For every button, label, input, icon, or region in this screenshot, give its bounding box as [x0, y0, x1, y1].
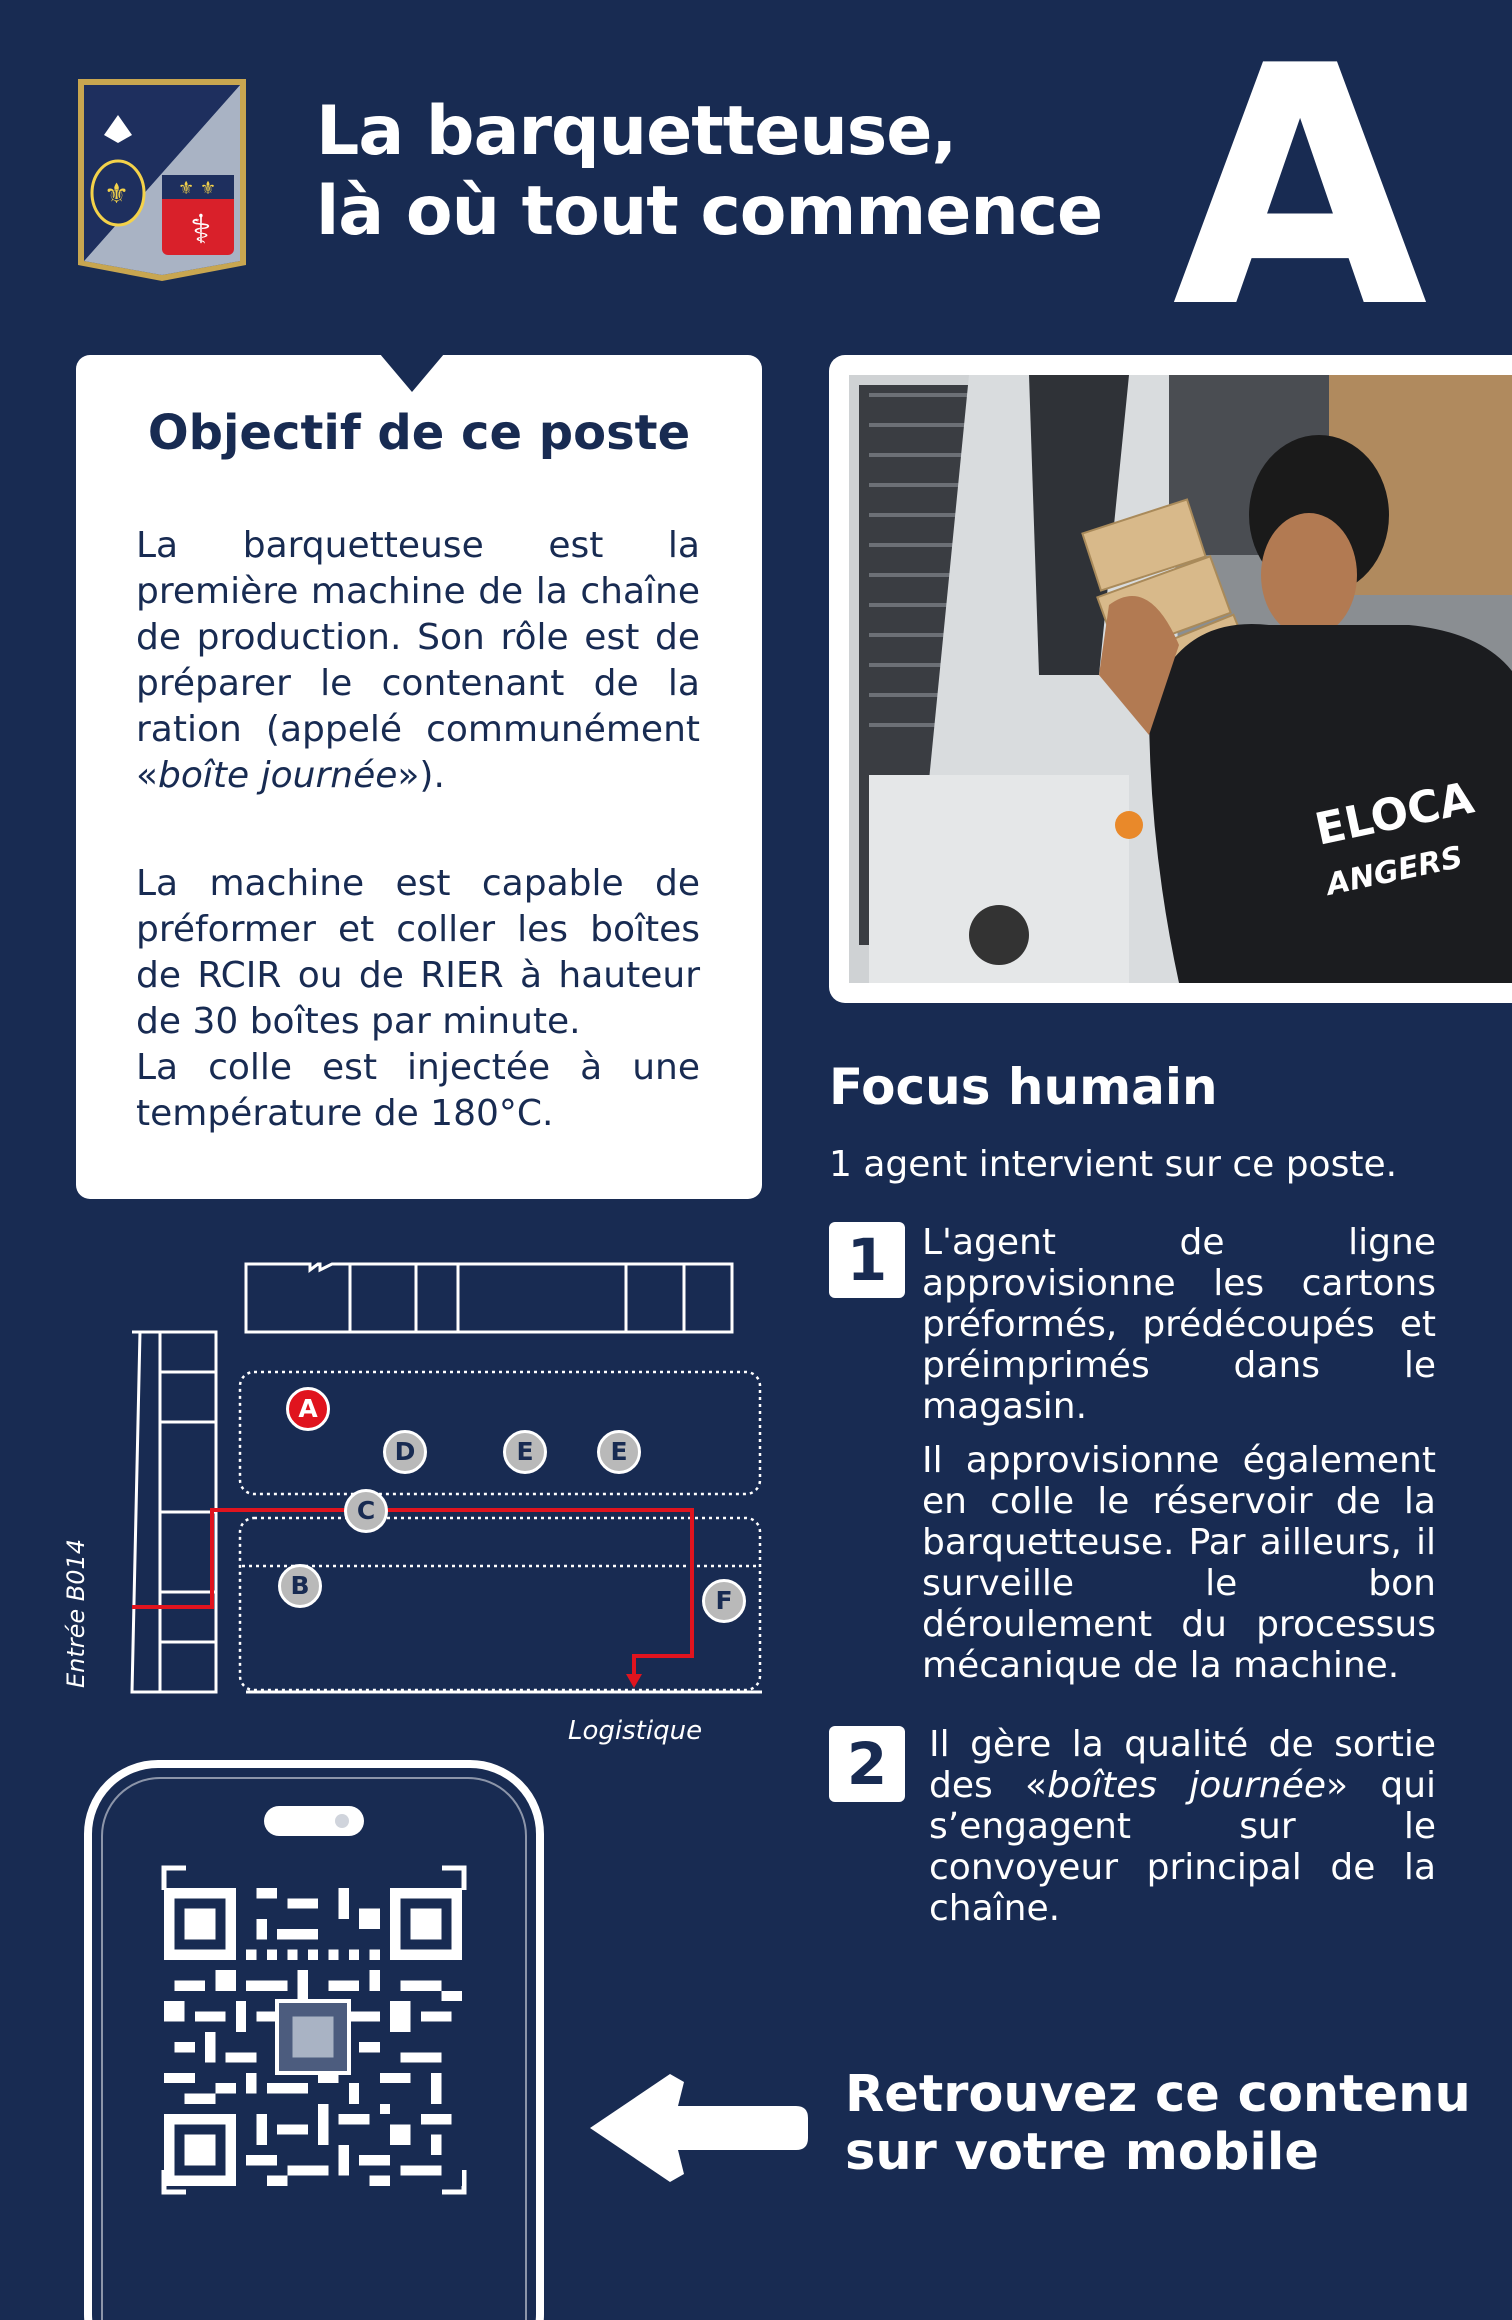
- objective-p1-text: La barquetteuse est la première machine de la chaîne de production. Son rôle est de préparer le contenant de la ration (appelé communément «: [136, 525, 700, 796]
- card-notch: [380, 354, 444, 392]
- objective-card: [76, 355, 762, 1199]
- shirt-text-1: ELOCA: [1310, 772, 1479, 856]
- step-2-emphasis: boîtes journée: [1047, 1765, 1327, 1806]
- map-pin-e-2: E: [597, 1430, 641, 1474]
- step-2-pre: Il gère la qualité de sortie des «: [929, 1724, 1436, 1806]
- objective-paragraph-3: La colle est injectée à une température de 180°C.: [136, 1047, 700, 1134]
- cta-line-2: sur votre mobile: [845, 2123, 1319, 2182]
- focus-title: Focus humain: [829, 1058, 1218, 1116]
- map-logistique-label: Logistique: [568, 1716, 703, 1746]
- objective-paragraph-1: [136, 523, 700, 799]
- cta-line-1: Retrouvez ce contenu: [845, 2065, 1471, 2124]
- title-line-1: La barquetteuse,: [316, 92, 957, 171]
- step-2-text: [929, 1724, 1436, 1929]
- map-pin-e-1: E: [503, 1430, 547, 1474]
- step-2-badge: 2: [829, 1726, 905, 1802]
- map-pin-a-current: A: [286, 1387, 330, 1431]
- title-line-2: là où tout commence: [316, 172, 1103, 251]
- map-pin-c: C: [344, 1489, 388, 1533]
- focus-subtitle: 1 agent intervient sur ce poste.: [829, 1144, 1398, 1185]
- floor-plan-map: [70, 1262, 770, 1752]
- map-pin-d: D: [383, 1430, 427, 1474]
- machine-operator-photo: [849, 375, 1512, 983]
- map-entree-label: Entrée B014: [62, 1538, 90, 1688]
- crest-icon: [74, 75, 250, 285]
- station-letter-text: A: [1172, 40, 1428, 320]
- svg-text:⚕: ⚕: [190, 207, 212, 253]
- mobile-cta: [845, 2066, 1471, 2182]
- objective-title: Objectif de ce poste: [147, 405, 691, 461]
- station-letter: [1150, 40, 1450, 320]
- step-1-text: L'agent de ligne approvisionne les cartons préformés, prédécoupés et préimprimés dans le magasin.: [922, 1222, 1436, 1427]
- objective-p1-end: »).: [397, 755, 445, 796]
- objective-paragraph-2: La machine est capable de préformer et coller les boîtes de RCIR ou de RIER à hauteur de 30 boîtes par minute.: [136, 863, 700, 1042]
- shirt-text-2: ANGERS: [1323, 839, 1466, 903]
- step-1-text-2: Il approvisionne également en colle le réservoir de la barquetteuse. Par ailleurs, il surveille le bon déroulement du processus mécanique de la machine.: [922, 1440, 1436, 1686]
- qr-code-icon[interactable]: [164, 1888, 462, 2186]
- left-arrow-icon: [586, 2070, 812, 2186]
- step-2-post: » qui s’engagent sur le convoyeur principal de la chaîne.: [929, 1765, 1437, 1929]
- map-pin-b: B: [278, 1564, 322, 1608]
- objective-p1-emphasis: boîte journée: [158, 755, 398, 796]
- page-title: [316, 92, 1102, 252]
- step-1-badge: 1: [829, 1222, 905, 1298]
- svg-text:⚜ ⚜: ⚜ ⚜: [178, 178, 216, 199]
- map-pin-f: F: [702, 1579, 746, 1623]
- svg-text:⚜: ⚜: [104, 177, 130, 210]
